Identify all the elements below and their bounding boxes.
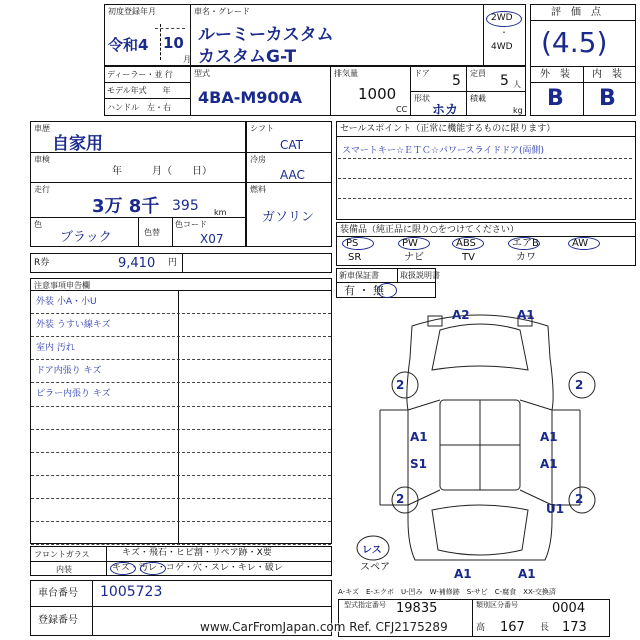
- windshield-items: キズ・飛石・ヒビ割・リペア跡・X要: [122, 548, 272, 558]
- damage-mark: A2: [452, 308, 470, 322]
- note-line: 室内 汚れ: [36, 343, 75, 354]
- score-label: 評 価 点: [551, 7, 601, 18]
- capacity: 5: [500, 73, 509, 89]
- equipment-item: エアB: [512, 238, 539, 249]
- equipment-item: ABS: [456, 238, 476, 249]
- shape: ホカ: [432, 103, 459, 118]
- mileage-label: 走行: [34, 185, 50, 194]
- inspection-value: 年 月（ 日）: [112, 166, 212, 177]
- shape-label: 形状: [414, 94, 430, 103]
- damage-mark: 2: [575, 378, 584, 392]
- windshield-label: フロントガラス: [34, 550, 90, 559]
- color-change-label: 色替: [144, 228, 160, 237]
- warranty-new-label: 新車保証書: [339, 271, 379, 280]
- exterior-label: 外 装: [540, 69, 570, 80]
- damage-mark: U1: [546, 502, 565, 516]
- mileage: 3万 8千: [92, 196, 160, 217]
- damage-mark: A1: [540, 430, 558, 444]
- note-line: ピラー内張り キズ: [36, 389, 111, 400]
- damage-mark: A1: [518, 567, 536, 581]
- sales-points-label: セールスポイント（正常に機能するものに限ります）: [340, 124, 556, 134]
- drive-dot: ・: [500, 28, 508, 37]
- month-suffix: 月: [183, 55, 191, 64]
- recycle-value: 9,410: [118, 256, 156, 271]
- note-line: 外装 小A・小U: [36, 297, 97, 307]
- spare-circle-text: レス: [362, 545, 382, 556]
- type-label: 型式: [194, 69, 210, 78]
- color-code-label: 色コード: [175, 220, 207, 229]
- damage-mark: A1: [410, 430, 428, 444]
- note-line: 外装 うすい線キズ: [36, 320, 111, 331]
- score-value: (4.5): [541, 26, 608, 59]
- damage-mark: A1: [517, 308, 535, 322]
- handle-label: ハンドル 左・右: [107, 103, 171, 112]
- dealer-label: ディーラー・並 行: [107, 70, 173, 79]
- spare-label: スペア: [360, 562, 390, 573]
- drive-4wd: 4WD: [491, 42, 513, 52]
- interior-grade: B: [599, 86, 616, 111]
- warranty-records-label: 取扱説明書: [400, 271, 440, 280]
- reg-era: 令和4: [108, 36, 149, 54]
- shift-label: シフト: [250, 124, 274, 133]
- first-reg-label: 初度登録年月: [108, 7, 156, 16]
- equipment-item: TV: [462, 252, 475, 263]
- color-code: X07: [200, 232, 224, 246]
- load-label: 積載: [470, 94, 486, 103]
- displacement-label: 排気量: [334, 69, 358, 78]
- fuel: ガソリン: [262, 210, 315, 225]
- recycle-label: R券: [34, 258, 50, 268]
- equipment-item: ナビ: [404, 252, 424, 263]
- color: ブラック: [60, 230, 112, 245]
- exterior-grade: B: [547, 86, 564, 111]
- usage-label: 車歴: [34, 124, 50, 133]
- equipment-label: 装備品（純正品に限り○をつけてください）: [340, 225, 519, 235]
- drive-2wd: 2WD: [491, 13, 513, 23]
- warranty-value: 有 ・ 無: [344, 284, 384, 297]
- mileage-small: 395: [172, 198, 199, 214]
- damage-mark: S1: [410, 457, 427, 471]
- capacity-unit: 人: [513, 80, 521, 89]
- sales-points-text: スマートキー☆ＥＴＣ☆パワースライドドア(両側): [342, 146, 544, 156]
- car-name-label: 車名・グレード: [194, 7, 250, 16]
- type-cert-number: 19835: [396, 601, 438, 616]
- notes-label: 注意事項申告欄: [34, 281, 90, 290]
- damage-legend: A-キズ E-エクボ U-凹み W-補修跡 S-サビ C-腐食 XX-交換済: [338, 588, 556, 596]
- reg-month: 10: [163, 34, 184, 52]
- watermark: www.CarFromJapan.com Ref. CFJ2175289: [200, 620, 448, 634]
- ac: AAC: [280, 168, 305, 182]
- interior-items-label: 内装: [56, 565, 72, 574]
- model-type: 4BA-M900A: [198, 88, 303, 107]
- class-number: 0004: [552, 601, 586, 616]
- kg-unit: kg: [513, 106, 523, 115]
- damage-mark: A1: [540, 457, 558, 471]
- equipment-item: カワ: [516, 252, 536, 263]
- height-label: 高: [476, 623, 486, 633]
- class-label: 類別区分番号: [476, 601, 518, 609]
- equipment-item: AW: [572, 238, 589, 249]
- ac-label: 冷房: [250, 155, 266, 164]
- type-cert-label: 型式指定番号: [344, 601, 386, 609]
- height-value: 167: [500, 620, 525, 635]
- equipment-item: PW: [402, 238, 418, 249]
- equipment-item: SR: [348, 252, 362, 263]
- equipment-item: PS: [346, 238, 359, 249]
- cc-unit: CC: [396, 105, 408, 114]
- note-line: ドア内張り キズ: [36, 366, 102, 377]
- model-year-label: モデル年式 年: [107, 86, 171, 95]
- damage-mark: 2: [575, 492, 584, 506]
- usage-value: 自家用: [52, 134, 103, 154]
- fuel-label: 燃料: [250, 185, 266, 194]
- doors: 5: [452, 73, 461, 89]
- recycle-unit: 円: [168, 258, 178, 268]
- length-value: 173: [562, 620, 587, 635]
- damage-mark: A1: [454, 567, 472, 581]
- capacity-label: 定員: [470, 69, 486, 78]
- reg-label: 登録番号: [38, 615, 78, 626]
- damage-mark: 2: [396, 492, 405, 506]
- length-label: 長: [540, 623, 550, 633]
- car-name: ルーミーカスタム: [198, 25, 334, 45]
- displacement: 1000: [358, 85, 397, 103]
- km-unit: km: [214, 208, 227, 217]
- door-label: ドア: [414, 69, 430, 78]
- inspection-label: 車検: [34, 155, 50, 164]
- shift: CAT: [280, 138, 303, 152]
- color-label: 色: [34, 220, 42, 229]
- chassis-number: 1005723: [100, 584, 163, 600]
- chassis-label: 車台番号: [38, 588, 78, 599]
- damage-mark: 2: [396, 378, 405, 392]
- car-grade: カスタムG-T: [198, 47, 297, 67]
- interior-label: 内 装: [592, 69, 622, 80]
- interior-items: キズ・汚レ・コゲ・穴・スレ・キレ・破レ: [112, 563, 283, 573]
